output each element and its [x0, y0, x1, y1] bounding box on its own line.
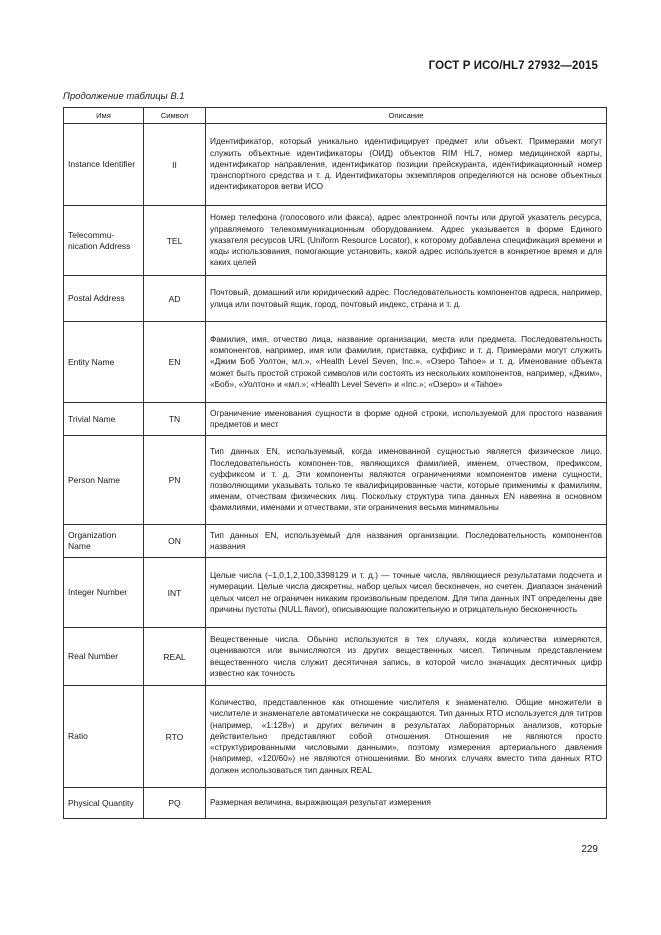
- row-name: Person Name: [64, 436, 144, 525]
- row-name: Entity Name: [64, 322, 144, 403]
- row-symbol: II: [144, 124, 206, 206]
- row-symbol: REAL: [144, 628, 206, 686]
- row-description: Почтовый, домашний или юридический адрес. Последовательность компонентов адреса, например, улица или почтовый ящик, город, почтовый индекс, страна и т. д.: [206, 276, 607, 322]
- table-row: [64, 686, 607, 788]
- row-description: Вещественные числа. Обычно используются в тех случаях, когда количества измеряются, оцениваются или вычисляются из других вещественных чисел. Типичным представлением вещественного числа служит десятичная запись, в которой число значащих десятичных цифр известно как точность: [206, 628, 607, 686]
- row-name: Telecommu-nication Address: [64, 206, 144, 276]
- table-row: [64, 124, 607, 206]
- row-description: Ограничение именования сущности в форме одной строки, используемой для простого названия предметов и мест: [206, 403, 607, 436]
- row-name: Ratio: [64, 686, 144, 788]
- row-name: Physical Quantity: [64, 788, 144, 819]
- column-header-description: Описание: [206, 108, 607, 124]
- row-description: Размерная величина, выражающая результат измерения: [206, 788, 607, 819]
- row-name: Real Number: [64, 628, 144, 686]
- row-description: Фамилия, имя, отчество лица, название организации, места или предмета. Последовательность компонентов, например, имя или фамилия, приставка, суффикс и т. д. Примерами могут служить «Джим Боб Уолтон, мл.», «Health Level Seven, Inc.», «Озеро Tahoe» и т. д. Именование объекта может быть простой строкой символов или состоять из нескольких компонентов, например, «Джим», «Боб», «Уолтон» и «мл.»; «Health Level Seven» и «Inc.»; «Озеро» и «Tahoe»: [206, 322, 607, 403]
- table-row: [64, 206, 607, 276]
- row-symbol: INT: [144, 558, 206, 628]
- row-symbol: ON: [144, 525, 206, 558]
- table-row: [64, 322, 607, 403]
- table-row: [64, 628, 607, 686]
- row-name: Organization Name: [64, 525, 144, 558]
- row-description: Тип данных EN, используемый, когда именованной сущностью является физическое лицо. Последовательность компонен-тов, являющихся фамилией, именем, отчеством, префиксом, суффиксом и т. д. Эти компоненты являются ограничениями компонентов имени сущности, позволяющими указывать только те квалифицированные части, которые применимы к фамилиям, именам, отчествам физических лиц. Поскольку структура типа данных EN навеяна в основном фамилиями, именами и отчествами, эти ограничения весьма минимальны: [206, 436, 607, 525]
- row-description: Количество, представленное как отношение числителя к знаменателю. Общие множители в числителе и знаменателе автоматически не сокращаются. Тип данных RTO используется для титров (например, «1:128») и других величин в результатах лабораторных анализов, которые действительно представляют собой отношения. Отношения не являются просто «структурированными числовыми данными», поэтому измерения артериального давления (например, «120/60») не являются отношениями. Во многих случаях вместо типа данных RTO должен использоваться тип данных REAL: [206, 686, 607, 788]
- row-symbol: AD: [144, 276, 206, 322]
- row-name: Trivial Name: [64, 403, 144, 436]
- row-description: Целые числа (–1,0,1,2,100,3398129 и т. д.) — точные числа, являющиеся результатами подсчета и нумерации. Целые числа дискретны, набор целых чисел бесконечен, но счетен. Диапазон значений целых чисел не ограничен никаким произвольным пределом. Для типа данных INT определены две причины пустоты (NULL flavor), описывающие положительную и отрицательную бесконечность: [206, 558, 607, 628]
- row-name: Instance Identifier: [64, 124, 144, 206]
- table-header-row: [64, 108, 607, 124]
- row-symbol: TN: [144, 403, 206, 436]
- row-description: Идентификатор, который уникально идентифицирует предмет или объект. Примерами могут служить объектные идентификаторы (ОИД) объектов RIM HL7, номер медицинской карты, идентификатор направления, идентификатор позиции прейскуранта, идентификационный номер транспортного средства и т. д. Идентификаторы экземпляров определяются на основе объектных идентификаторов ветви ИСО: [206, 124, 607, 206]
- table-row: [64, 436, 607, 525]
- row-symbol: RTO: [144, 686, 206, 788]
- column-header-name: Имя: [64, 108, 144, 124]
- row-description: Номер телефона (голосового или факса), адрес электронной почты или другой указатель ресурса, управляемого телекоммуникационным оборудованием. Адрес указывается в форме Единого указателя ресурсов URL (Uniform Resource Locator), к которому добавлена спецификация времени и коды использования, помогающие установить, какой адрес используется в конкретное время и для каких целей: [206, 206, 607, 276]
- row-name: Integer Number: [64, 558, 144, 628]
- document-header: ГОСТ Р ИСО/HL7 27932—2015: [428, 60, 598, 72]
- row-name: Postal Address: [64, 276, 144, 322]
- data-types-table: [63, 107, 607, 819]
- page-number: 229: [581, 844, 598, 855]
- table-row: [64, 558, 607, 628]
- column-header-symbol: Символ: [144, 108, 206, 124]
- row-symbol: PQ: [144, 788, 206, 819]
- table-caption: Продолжение таблицы В.1: [63, 91, 185, 102]
- row-symbol: TEL: [144, 206, 206, 276]
- table-row: [64, 525, 607, 558]
- row-symbol: PN: [144, 436, 206, 525]
- row-description: Тип данных EN, используемый для названия организации. Последовательность компонентов названия: [206, 525, 607, 558]
- table-row: [64, 403, 607, 436]
- table-row: [64, 788, 607, 819]
- row-symbol: EN: [144, 322, 206, 403]
- table-row: [64, 276, 607, 322]
